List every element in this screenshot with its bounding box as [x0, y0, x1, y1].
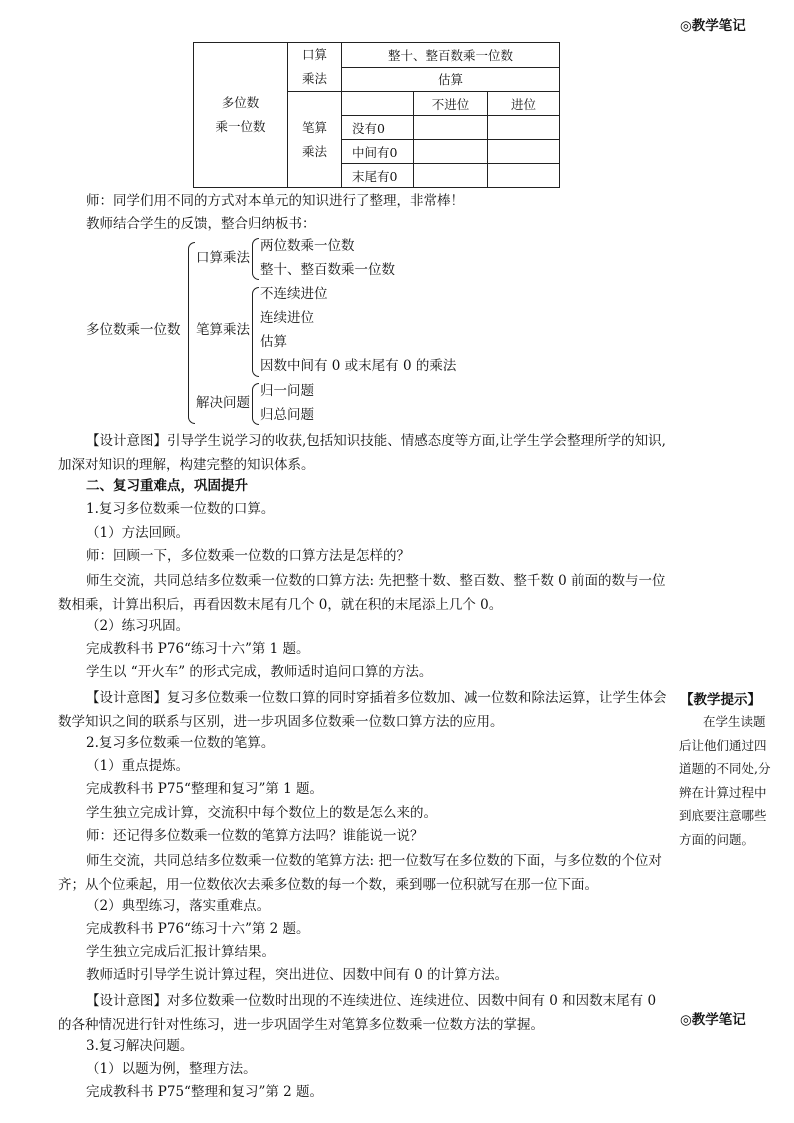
table-cell [414, 140, 488, 164]
teacher-question-1: 师：回顾一下，多位数乘一位数的口算方法是怎样的？ [86, 548, 410, 564]
teacher-guide: 教师适时引导学生说计算过程，突出进位、因数中间有 0 的计算方法。 [86, 967, 509, 983]
table-cell [488, 140, 560, 164]
table-row-label: 中间有0 [342, 140, 414, 164]
table-cell [488, 116, 560, 140]
table-cell [342, 92, 414, 116]
design-intent-3: 【设计意图】对多位数乘一位数时出现的不连续进位、连续进位、因数中间有 0 和因数末尾有 0 的各种情况进行针对性练习，进一步巩固学生对笔算多位数乘一位数方法的掌握。 [58, 993, 657, 1033]
board-written-item: 估算 [260, 334, 287, 350]
board-root: 多位数乘一位数 [86, 322, 181, 338]
board-solve-item: 归总问题 [260, 407, 314, 423]
design-intent-1: 【设计意图】引导学生说学习的收获,包括知识技能、情感态度等方面,让学生学会整理所学的知识,加深对知识的理解，构建完整的知识体系。 [58, 433, 666, 473]
table-oral-label-cell: 口算 乘法 [288, 43, 342, 92]
step-1: 1.复习多位数乘一位数的口算。 [86, 501, 275, 517]
student-independent: 学生独立完成计算，交流积中每个数位上的数是怎么来的。 [86, 805, 437, 821]
textbook-task-3: 完成教科书 P76“练习十六”第 2 题。 [86, 921, 310, 937]
table-cell: 估算 [342, 67, 560, 92]
board-brace-solve [252, 383, 259, 425]
board-solve: 解决问题 [196, 395, 250, 411]
train-activity: 学生以 “开火车” 的形式完成，教师适时追问口算的方法。 [86, 664, 433, 680]
board-brace-root [188, 242, 195, 424]
table-header-cell: 不进位 [414, 92, 488, 116]
board-brace-oral [252, 238, 259, 280]
textbook-task-4: 完成教科书 P75“整理和复习”第 2 题。 [86, 1084, 324, 1100]
table-cell [414, 116, 488, 140]
teaching-notes-label: ◎教学笔记 [680, 18, 746, 34]
step-3: 3.复习解决问题。 [86, 1038, 194, 1054]
table-row-label: 没有0 [342, 116, 414, 140]
board-written-item: 因数中间有 0 或末尾有 0 的乘法 [260, 358, 457, 374]
board-written-item: 不连续进位 [260, 286, 328, 302]
teacher-question-2: 师：还记得多位数乘一位数的笔算方法吗？谁能说一说？ [86, 828, 424, 844]
table-written-label-cell: 笔算 乘法 [288, 92, 342, 188]
board-brace-written [252, 287, 259, 377]
step-3-1: （1）以题为例，整理方法。 [86, 1061, 257, 1077]
board-oral: 口算乘法 [196, 250, 250, 266]
summary-written-method: 师生交流，共同总结多位数乘一位数的笔算方法: 把一位数写在多位数的下面，与多位数的个位对齐；从个位乘起，用一位数依次去乘多位数的每一个数，乘到哪一位积就写在那一位下面。 [58, 853, 662, 893]
board-oral-item: 整十、整百数乘一位数 [260, 262, 395, 278]
step-2-2: （2）典型练习，落实重难点。 [86, 898, 271, 914]
table-row-label: 末尾有0 [342, 164, 414, 188]
textbook-task-1: 完成教科书 P76“练习十六”第 1 题。 [86, 641, 310, 657]
section-heading-2: 二、复习重难点，巩固提升 [86, 478, 248, 494]
step-2-1: （1）重点提炼。 [86, 758, 190, 774]
table-header-cell: 进位 [488, 92, 560, 116]
board-written: 笔算乘法 [196, 322, 250, 338]
table-cell [414, 164, 488, 188]
teacher-remark: 师：同学们用不同的方式对本单元的知识进行了整理，非常棒！ [86, 193, 464, 209]
student-report: 学生独立完成后汇报计算结果。 [86, 944, 275, 960]
summary-table [193, 42, 560, 188]
table-topic-cell: 多位数 乘一位数 [194, 43, 288, 188]
step-2: 2.复习多位数乘一位数的笔算。 [86, 735, 275, 751]
teaching-tip-title: 【教学提示】 [680, 692, 761, 708]
textbook-task-2: 完成教科书 P75“整理和复习”第 1 题。 [86, 781, 324, 797]
design-intent-2: 【设计意图】复习多位数乘一位数口算的同时穿插着多位数加、减一位数和除法运算，让学生体会数学知识之间的联系与区别，进一步巩固多位数乘一位数口算方法的应用。 [58, 690, 667, 730]
table-cell: 整十、整百数乘一位数 [342, 43, 560, 68]
board-solve-item: 归一问题 [260, 383, 314, 399]
board-written-item: 连续进位 [260, 310, 314, 326]
board-oral-item: 两位数乘一位数 [260, 238, 355, 254]
step-1-1: （1）方法回顾。 [86, 525, 190, 541]
summary-oral-method: 师生交流，共同总结多位数乘一位数的口算方法: 先把整十数、整百数、整千数 0 前面的数与一位数相乘，计算出积后，再看因数末尾有几个 0，就在积的末尾添上几个 0。 [58, 573, 666, 613]
teaching-tip-text: 在学生读题后让他们通过四道题的不同处,分辨在计算过程中到底要注意哪些方面的问题。 [679, 714, 771, 847]
board-intro: 教师结合学生的反馈，整合归纳板书： [86, 216, 316, 232]
teaching-notes-label-2: ◎教学笔记 [680, 1012, 746, 1028]
step-1-2: （2）练习巩固。 [86, 618, 190, 634]
table-cell [488, 164, 560, 188]
